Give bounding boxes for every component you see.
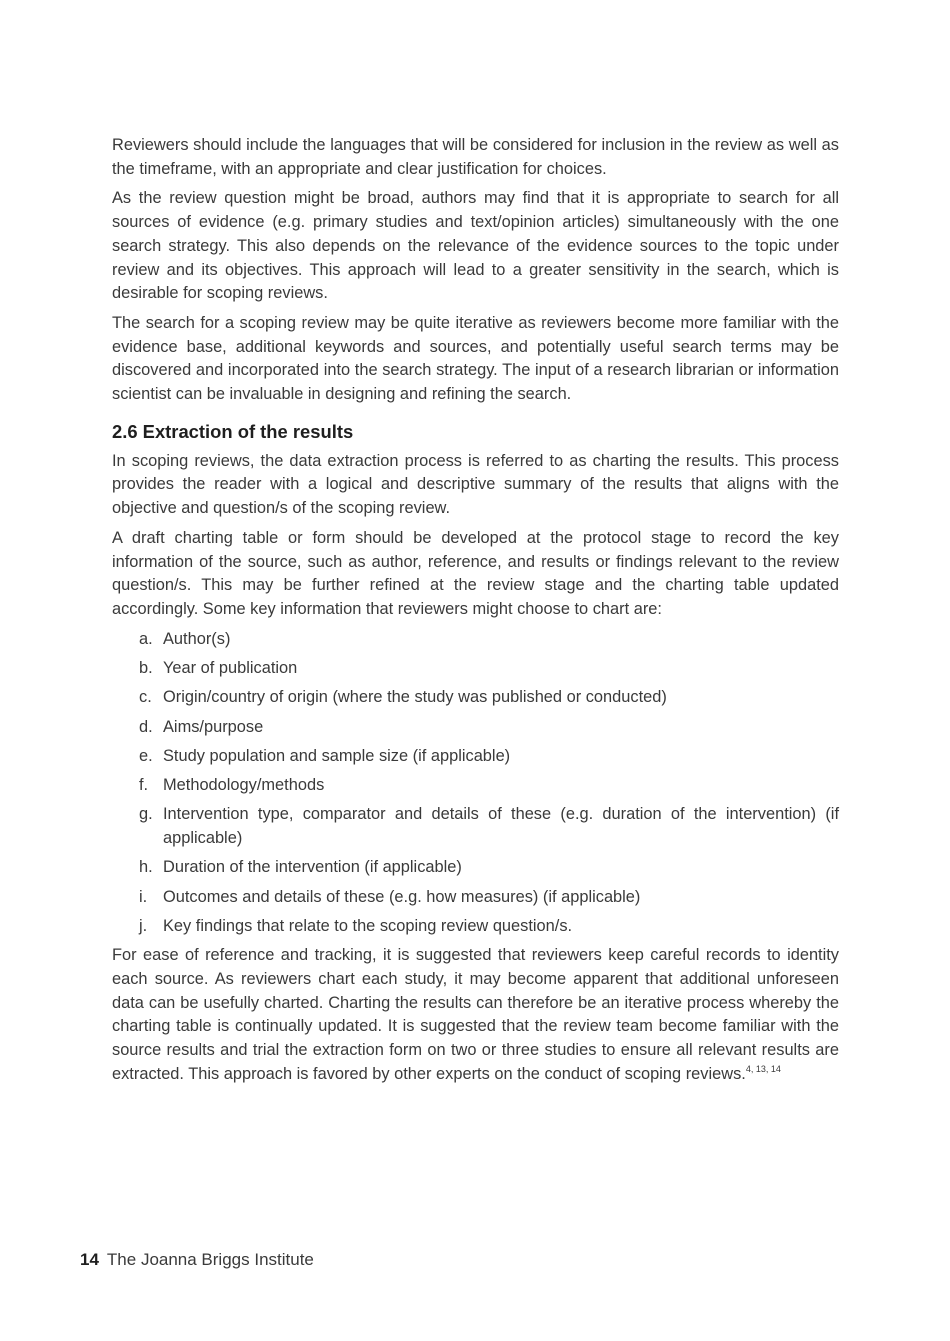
closing-text: For ease of reference and tracking, it is suggested that reviewers keep careful records to identity each source. As reviewers chart each study, it may become apparent that additional unforeseen data can be usefully charted. Charting the results can therefore be an iterative process whereby the charting table is continually updated. It is suggested that the review team become familiar with the source results and trial the extraction form on two or three studies to ensure all relevant results are extracted. This approach is favored by other experts on the conduct of scoping reviews. [112,946,839,1083]
section-heading: 2.6 Extraction of the results [112,420,354,442]
list-marker: d. [139,717,153,736]
paragraph-languages: Reviewers should include the languages that will be considered for inclusion in the review as well as the timeframe, with an appropriate and clear justification for choices. [112,136,839,178]
list-marker: g. [139,805,153,824]
list-marker: j. [139,917,148,936]
list-marker: a. [139,629,153,648]
list-marker: f. [139,776,149,795]
list-item [112,886,839,910]
list-item-text: Aims/purpose [163,717,264,736]
list-item [112,856,839,880]
list-item [112,628,839,652]
list-item [112,915,839,939]
reference-superscript: 4, 13, 14 [745,1063,781,1074]
list-item [112,774,839,798]
paragraph-closing [112,944,839,1086]
list-item [112,686,839,710]
list-marker: i. [139,887,148,906]
paragraph-charting-table: A draft charting table or form should be developed at the protocol stage to record the key information of the source, such as author, reference, and results or findings relevant to the review question/s. This may be further refined at the review stage and the charting table updated accordingly. Some key information that reviewers might choose to chart are: [112,528,839,618]
paragraph-charting-intro: In scoping reviews, the data extraction process is referred to as charting the results. This process provides the reader with a logical and descriptive summary of the results that aligns with the objective and question/s of the scoping review. [112,451,839,518]
list-item-text: Methodology/methods [163,776,325,795]
page-number: 14 [80,1250,99,1269]
list-item-text: Year of publication [163,658,298,677]
list-item-text: Study population and sample size (if applicable) [163,746,511,765]
list-marker: c. [139,688,152,707]
list-item [112,657,839,681]
list-marker: b. [139,658,153,677]
list-item [112,803,839,850]
list-marker: h. [139,858,153,877]
list-marker: e. [139,746,153,765]
list-item [112,716,839,740]
list-item-text: Key findings that relate to the scoping review question/s. [163,917,573,936]
page-body [112,134,839,1093]
list-item-text: Outcomes and details of these (e.g. how measures) (if applicable) [163,887,641,906]
list-item-text: Author(s) [163,629,231,648]
list-item-text: Duration of the intervention (if applicable) [163,858,462,877]
paragraph-iterative-search: The search for a scoping review may be quite iterative as reviewers become more familiar with the evidence base, additional keywords and sources, and potentially useful search terms may be discovered and incorporated into the search strategy. The input of a research librarian or information scientist can be invaluable in designing and refining the search. [112,313,839,404]
list-item [112,745,839,769]
page-footer [80,1250,314,1270]
paragraph-search-breadth: As the review question might be broad, authors may find that it is appropriate to search for all sources of evidence (e.g. primary studies and text/opinion articles) simultaneously with the one search strategy. This also depends on the relevance of the evidence sources to the topic under review and its objectives. This approach will lead to a greater sensitivity in the search, which is desirable for scoping reviews. [112,189,839,303]
publisher-name: The Joanna Briggs Institute [106,1250,314,1269]
list-item-text: Intervention type, comparator and details of these (e.g. duration of the intervention) (if applicable) [163,805,839,848]
list-item-text: Origin/country of origin (where the study was published or conducted) [163,688,667,707]
key-information-list [112,628,839,939]
